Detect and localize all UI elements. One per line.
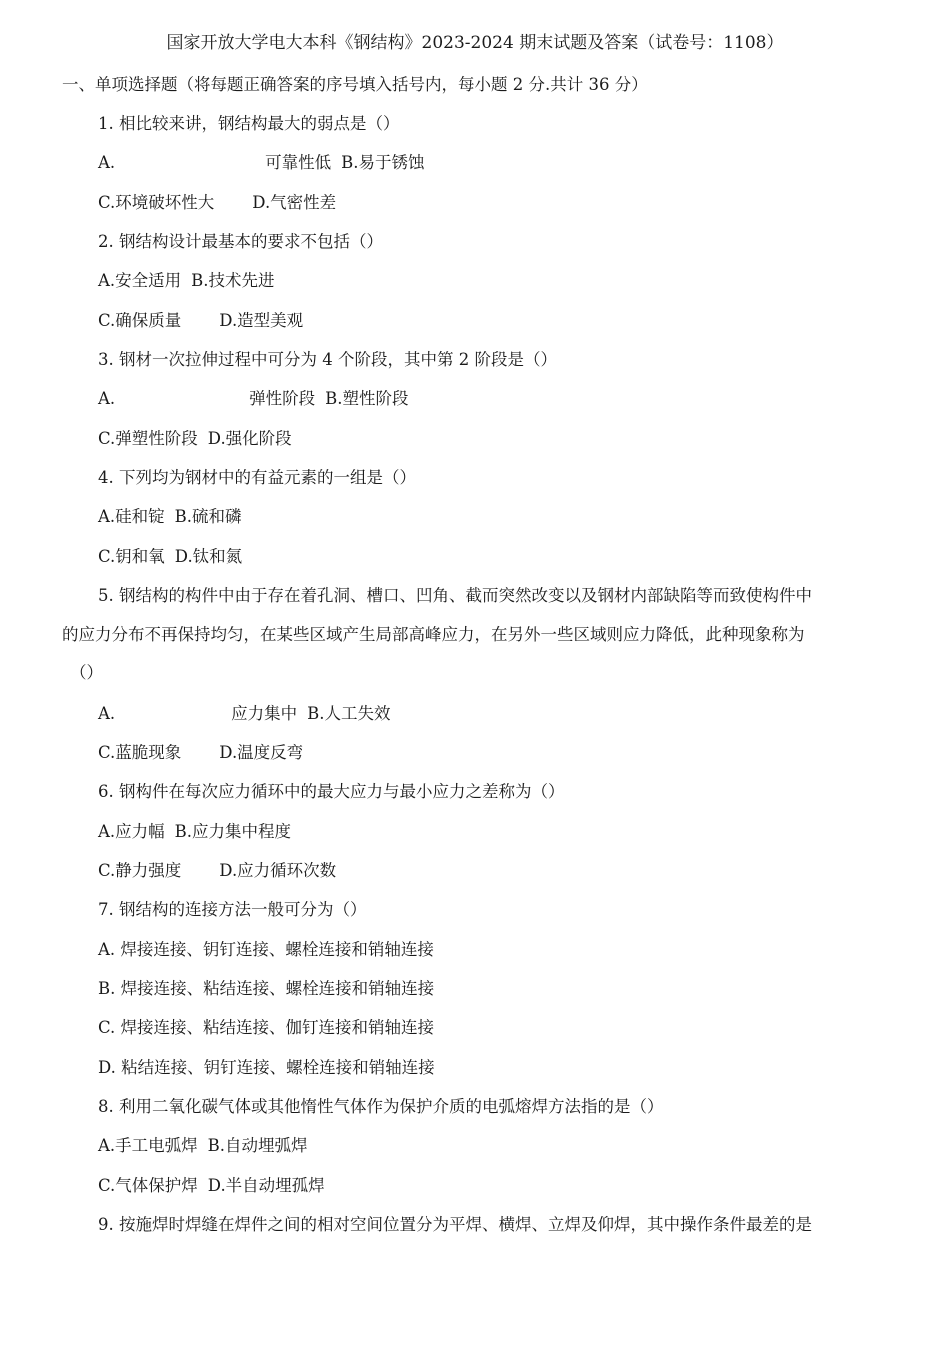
question-6-options-ab bbox=[98, 819, 291, 845]
question-7-option-d: D. 粘结连接、钥钉连接、螺栓连接和销轴连接 bbox=[98, 1058, 435, 1077]
question-4-options-cd bbox=[98, 544, 242, 570]
section-heading: 一、单项选择题（将每题正确答案的序号填入括号内，每小题 2 分.共计 36 分） bbox=[62, 75, 648, 94]
option-c: C.静力强度 bbox=[98, 861, 182, 880]
question-8-options-cd bbox=[98, 1173, 325, 1199]
question-2-options-ab bbox=[98, 268, 275, 294]
option-c: C.确保质量 bbox=[98, 311, 182, 330]
question-5-options-cd bbox=[98, 740, 303, 766]
question-4-stem: 4. 下列均为钢材中的有益元素的一组是（） bbox=[98, 468, 416, 487]
option-a: A.硅和锭 bbox=[98, 507, 165, 526]
option-d: D.应力循环次数 bbox=[219, 861, 337, 880]
option-b: B.人工失效 bbox=[307, 704, 391, 723]
option-a: A.应力幅 bbox=[98, 822, 165, 841]
option-a-text: 弹性阶段 bbox=[249, 389, 316, 408]
question-3-options-ab bbox=[98, 386, 409, 412]
question-5-stem-line-3: （） bbox=[70, 663, 103, 682]
question-2-stem: 2. 钢结构设计最基本的要求不包括（） bbox=[98, 232, 383, 251]
option-c: C.气体保护焊 bbox=[98, 1176, 198, 1195]
option-b: B.塑性阶段 bbox=[325, 389, 409, 408]
option-d: D.温度反弯 bbox=[219, 743, 304, 762]
question-1-stem: 1. 相比较来讲，钢结构最大的弱点是（） bbox=[98, 114, 400, 133]
option-a-text: 可靠性低 bbox=[265, 153, 332, 172]
option-a: A.手工电弧焊 bbox=[98, 1136, 198, 1155]
option-a-letter: A. bbox=[98, 389, 116, 408]
question-9-stem: 9. 按施焊时焊缝在焊件之间的相对空间位置分为平焊、横焊、立焊及仰焊，其中操作条件最差的是 bbox=[98, 1215, 812, 1234]
page-title: 国家开放大学电大本科《钢结构》2023-2024 期末试题及答案（试卷号：1108） bbox=[166, 33, 784, 53]
option-b: B.应力集中程度 bbox=[174, 822, 292, 841]
option-a: A.安全适用 bbox=[98, 271, 182, 290]
option-c: C.蓝脆现象 bbox=[98, 743, 182, 762]
option-b: B.硫和磷 bbox=[174, 507, 242, 526]
question-6-options-cd bbox=[98, 858, 336, 884]
option-a-letter: A. bbox=[98, 153, 116, 172]
question-7-stem: 7. 钢结构的连接方法一般可分为（） bbox=[98, 900, 367, 919]
question-2-options-cd bbox=[98, 308, 303, 334]
question-8-stem: 8. 利用二氧化碳气体或其他惰性气体作为保护介质的电弧熔焊方法指的是（） bbox=[98, 1097, 664, 1116]
option-a-letter: A. bbox=[98, 704, 116, 723]
option-d: D.半自动埋孤焊 bbox=[207, 1176, 325, 1195]
question-6-stem: 6. 钢构件在每次应力循环中的最大应力与最小应力之差称为（） bbox=[98, 782, 565, 801]
question-8-options-ab bbox=[98, 1133, 308, 1159]
option-c: C.环境破坏性大 bbox=[98, 193, 215, 212]
question-5-stem-line-1: 5. 钢结构的构件中由于存在着孔洞、槽口、凹角、截而突然改变以及钢材内部缺陷等而致使构件中 bbox=[98, 586, 812, 605]
question-5-options-ab bbox=[98, 701, 391, 727]
question-1-options-cd bbox=[98, 190, 336, 216]
option-d: D.强化阶段 bbox=[207, 429, 292, 448]
question-1-options-ab bbox=[98, 150, 425, 176]
question-7-option-c: C. 焊接连接、粘结连接、伽钉连接和销轴连接 bbox=[98, 1018, 435, 1037]
option-d: D.造型美观 bbox=[219, 311, 304, 330]
option-b: B.技术先进 bbox=[191, 271, 275, 290]
question-3-stem: 3. 钢材一次拉伸过程中可分为 4 个阶段，其中第 2 阶段是（） bbox=[98, 350, 557, 369]
question-7-option-a: A. 焊接连接、钥钉连接、螺栓连接和销轴连接 bbox=[98, 940, 434, 959]
option-a-text: 应力集中 bbox=[231, 704, 298, 723]
question-7-option-b: B. 焊接连接、粘结连接、螺栓连接和销轴连接 bbox=[98, 979, 435, 998]
question-3-options-cd bbox=[98, 426, 292, 452]
option-c: C.钥和氧 bbox=[98, 547, 165, 566]
option-d: D.钛和氮 bbox=[174, 547, 243, 566]
option-c: C.弹塑性阶段 bbox=[98, 429, 198, 448]
question-4-options-ab bbox=[98, 504, 242, 530]
option-b: B.自动埋弧焊 bbox=[207, 1136, 308, 1155]
option-b: B.易于锈蚀 bbox=[341, 153, 425, 172]
question-5-stem-line-2: 的应力分布不再保持均匀，在某些区域产生局部高峰应力，在另外一些区域则应力降低，此种现象称为 bbox=[62, 625, 805, 644]
option-d: D.气密性差 bbox=[252, 193, 337, 212]
